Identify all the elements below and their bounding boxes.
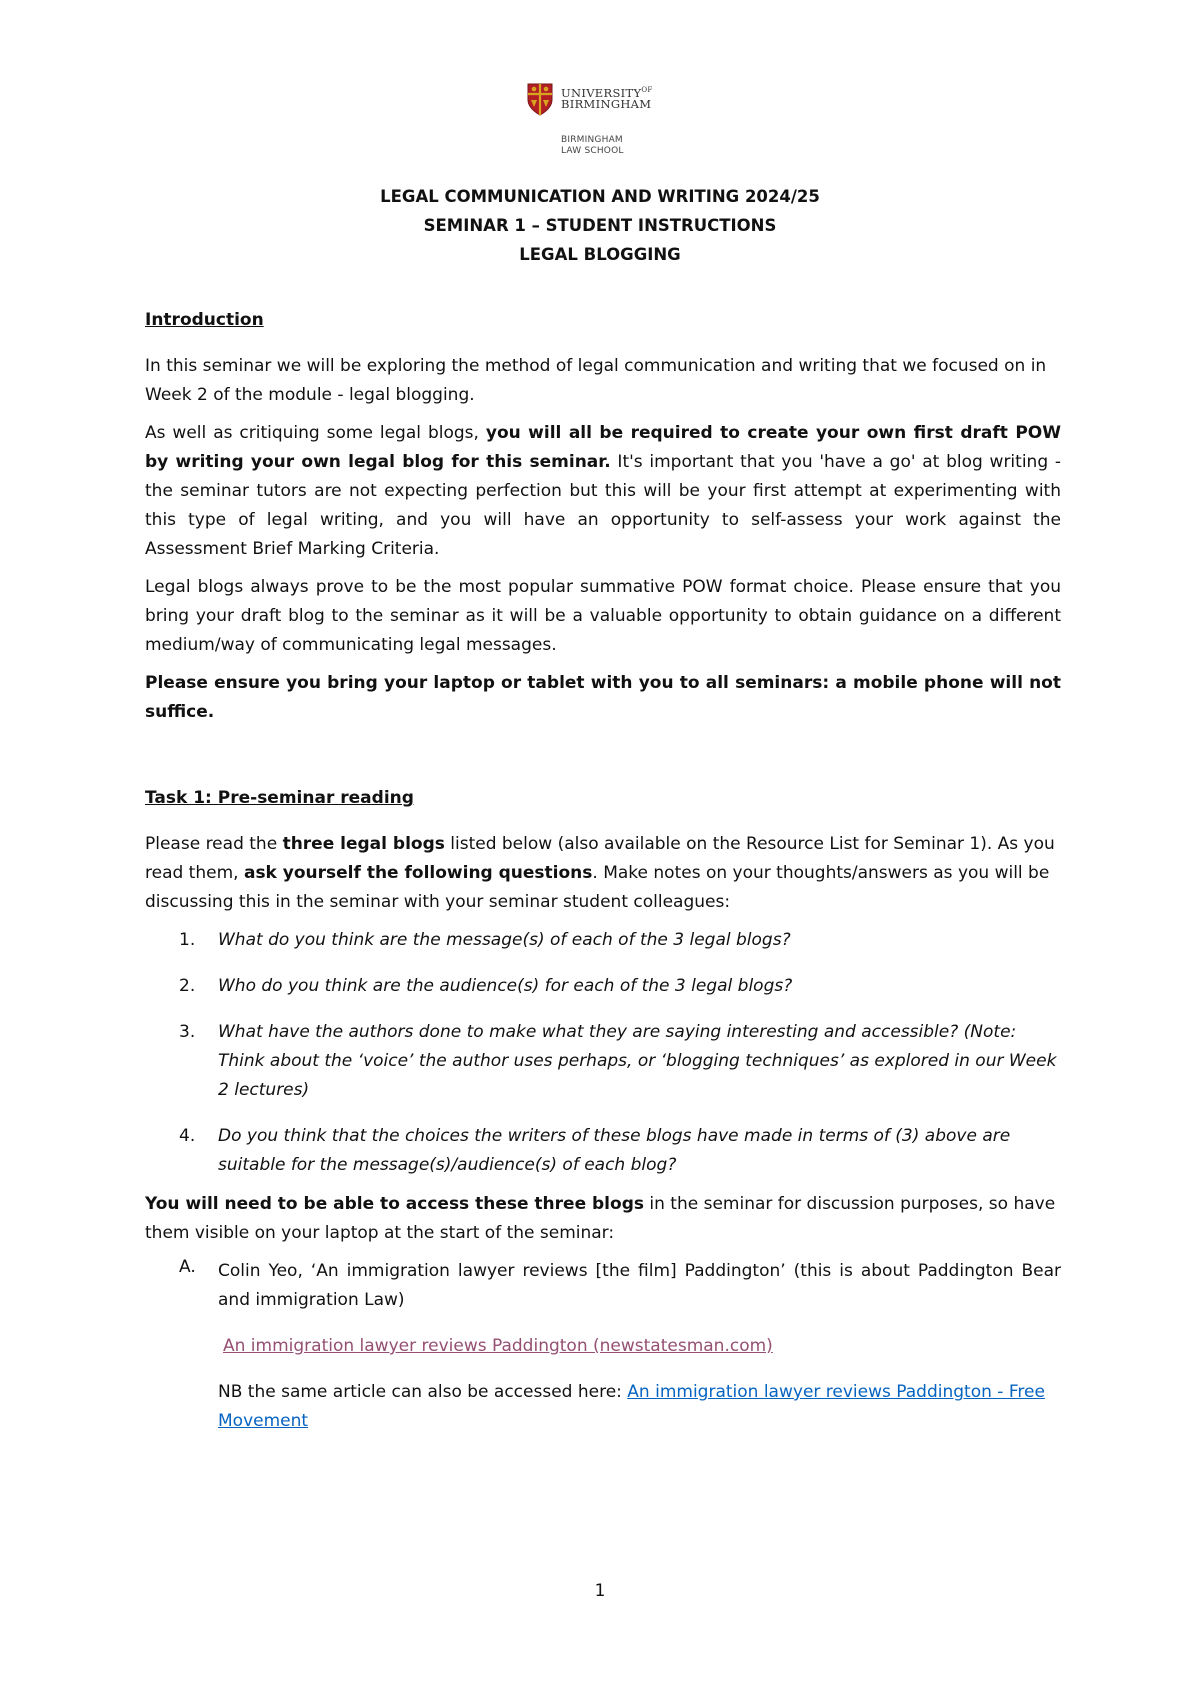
university-logo: [527, 83, 677, 165]
introduction-heading: Introduction: [145, 310, 264, 330]
question-list: [145, 926, 1061, 1180]
intro-paragraph-4: Please ensure you bring your laptop or tablet with you to all seminars: a mobile phone will not suffice.: [145, 673, 1061, 722]
task1-intro-paragraph: Please read the three legal blogs listed below (also available on the Resource List for Seminar 1). As you read them, ask yourself the following questions. Make notes on your thoughts/answers as you will be discussing this in the seminar with your seminar student colleagues:: [145, 834, 1055, 912]
source-letter: A.: [179, 1257, 196, 1277]
logo-law-school-text: BIRMINGHAM LAW SCHOOL: [561, 135, 624, 156]
access-paragraph: You will need to be able to access these three blogs in the seminar for discussion purposes, so have them visible on your laptop at the start of the seminar:: [145, 1194, 1056, 1243]
question-item: 4. Do you think that the choices the writers of these blogs have made in terms of (3) above are suitable for the message(s)/audience(s) of each blog?: [179, 1126, 1011, 1175]
university-crest-icon: [527, 83, 553, 116]
logo-birmingham-text: BIRMINGHAM: [561, 97, 652, 111]
title-module: LEGAL COMMUNICATION AND WRITING 2024/25: [380, 187, 820, 206]
logo-university-text: $UNIVERSITY^{OF}$: [561, 85, 653, 100]
source-a-description: Colin Yeo, ‘An immigration lawyer reviews [the film] Paddington’ (this is about Paddington Bear and immigration Law): [218, 1261, 1061, 1310]
free-movement-article-link[interactable]: An immigration lawyer reviews Paddington - Free Movement: [218, 1382, 1045, 1431]
title-seminar: SEMINAR 1 – STUDENT INSTRUCTIONS: [423, 216, 777, 235]
question-item: 3. What have the authors done to make what they are saying interesting and accessible? (Note: Think about the ‘voice’ the author uses perhaps, or ‘blogging techniques’ as explored in our Week 2 lectures): [179, 1022, 1057, 1100]
newstatesman-article-link[interactable]: An immigration lawyer reviews Paddington (newstatesman.com): [223, 1336, 773, 1356]
title-topic: LEGAL BLOGGING: [519, 245, 681, 264]
document-titles: [0, 182, 1200, 269]
page-number: 1: [594, 1581, 606, 1601]
task1-heading: Task 1: Pre-seminar reading: [145, 788, 414, 808]
intro-paragraph-2: As well as critiquing some legal blogs, you will all be required to create your own first draft POW by writing your own legal blog for this seminar. It's important that you 'have a go' at blog writing - the seminar tutors are not expecting perfection but this will be your first attempt at experimenting with this type of legal writing, and you will have an opportunity to self-assess your work against the Assessment Brief Marking Criteria.: [145, 423, 1061, 559]
intro-paragraph-3: Legal blogs always prove to be the most popular summative POW format choice. Please ensure that you bring your draft blog to the seminar as it will be a valuable opportunity to obtain guidance on a different medium/way of communicating legal messages.: [145, 577, 1061, 655]
question-item: 1. What do you think are the message(s) of each of the 3 legal blogs?: [179, 930, 791, 950]
document-body: [145, 306, 1061, 1436]
blog-source-a: [145, 1257, 1061, 1436]
question-item: 2. Who do you think are the audience(s) for each of the 3 legal blogs?: [179, 976, 793, 996]
source-a-nb: NB the same article can also be accessed here: An immigration lawyer reviews Paddington - Free Movement: [218, 1382, 1045, 1431]
intro-paragraph-1: In this seminar we will be exploring the method of legal communication and writing that we focused on in Week 2 of the module - legal blogging.: [145, 356, 1047, 405]
